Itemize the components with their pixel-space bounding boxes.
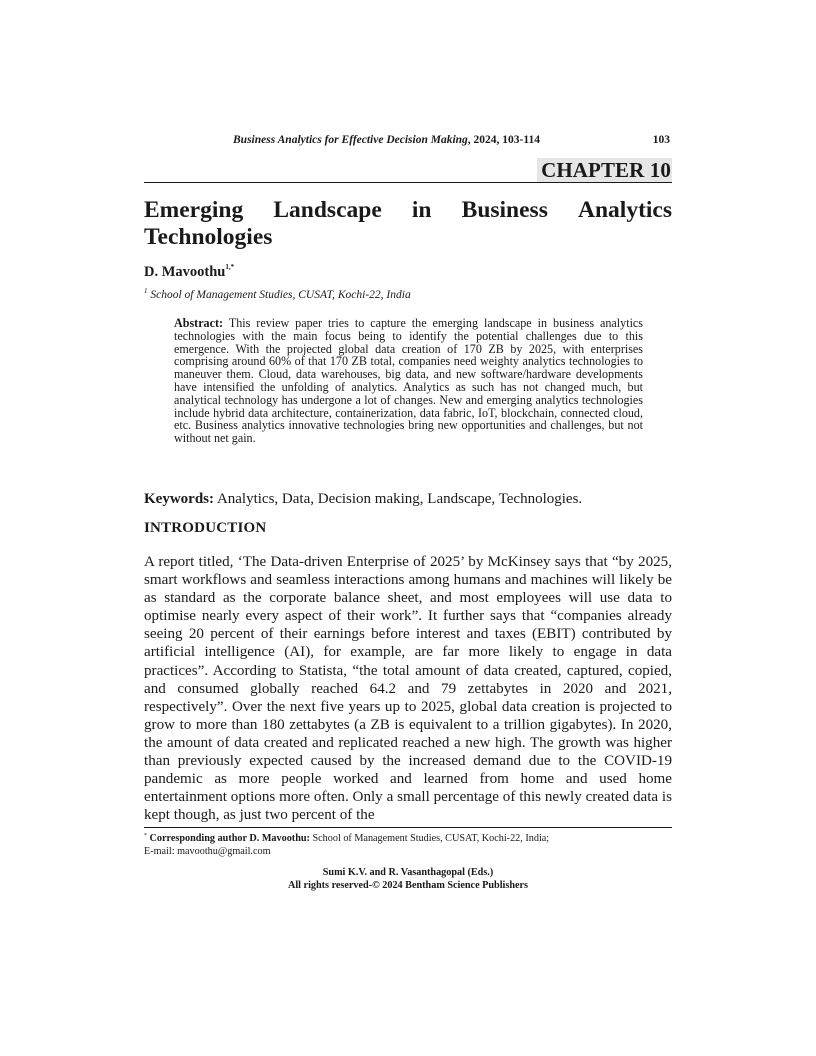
footnote-email: E-mail: mavoothu@gmail.com: [144, 845, 271, 857]
journal-year-pages: , 2024, 103-114: [467, 134, 540, 146]
abstract-label: Abstract:: [174, 316, 224, 330]
editors-line: Sumi K.V. and R. Vasanthagopal (Eds.): [322, 867, 494, 878]
header-rule: [144, 182, 672, 183]
abstract-text: This review paper tries to capture the emerging landscape in business analytics technologies with the main focus being to identify the potential challenges due to this emergence. With the projected global data creation of 170 ZB by 2025, with enterprises comprising around 60% of that 170 ZB total, companies need weighty analytics technologies to maneuver them. Cloud, data warehouses, big data, and new software/hardware developments have intensified the unfolding of analytics. Analytics as such has not changed much, but analytical technology has undergone a lot of changes. New and emerging analytics technologies include hybrid data architecture, containerization, data fabric, IoT, blockchain, connected cloud, etc. Business analytics innovative technologies bring new opportunities and challenges, but not without net gain.: [174, 316, 643, 446]
affiliation: [144, 287, 411, 301]
author-name: D. Mavoothu: [144, 264, 226, 280]
footnote-text: School of Management Studies, CUSAT, Kochi-22, India;: [309, 833, 550, 844]
keywords-text: Analytics, Data, Decision making, Landscape, Technologies.: [216, 491, 583, 507]
footnote-label: Corresponding author D. Mavoothu:: [149, 833, 310, 844]
title-word: Emerging: [144, 197, 244, 223]
affiliation-mark: 1: [144, 287, 148, 295]
author-marks: 1,*: [225, 263, 235, 271]
chapter-label: CHAPTER 10: [537, 158, 672, 182]
editors-block: [144, 867, 672, 892]
chapter-row: [144, 158, 672, 182]
title-word: Landscape: [273, 197, 382, 223]
title-line-2: Technologies: [144, 224, 273, 250]
title-word: Analytics: [578, 197, 672, 223]
author: [144, 263, 234, 281]
keywords: [144, 490, 672, 508]
title-line-1: [144, 197, 672, 224]
journal-citation: [233, 133, 540, 147]
footnote-mark: *: [144, 833, 147, 839]
section-heading: INTRODUCTION: [144, 520, 267, 536]
journal-title: Business Analytics for Effective Decision Making: [233, 134, 468, 146]
page-number: 103: [652, 134, 670, 146]
affiliation-text: School of Management Studies, CUSAT, Kochi-22, India: [150, 289, 411, 301]
footnote-rule: [144, 827, 672, 828]
chapter-title: [144, 197, 672, 251]
keywords-label: Keywords:: [144, 491, 214, 507]
body-paragraph: A report titled, ‘The Data-driven Enterprise of 2025’ by McKinsey says that “by 2025, smart workflows and seamless interactions among humans and machines will likely be as standard as the corporate balance sheet, and most employees will use data to optimise nearly every aspect of their work”. It further says that “companies already seeing 20 percent of their earnings before interest and taxes (EBIT) contributed by artificial intelligence (AI), for example, are far more likely to engage in data practices”. According to Statista, “the total amount of data created, captured, copied, and consumed globally reached 64.2 and 79 zettabytes in 2020 and 2021, respectively”. Over the next five years up to 2025, global data creation is projected to grow to more than 180 zettabytes (a ZB is equivalent to a trillion gigabytes). In 2020, the amount of data created and replicated reached a new high. The growth was higher than previously expected caused by the increased demand due to the COVID-19 pandemic as more people worked and learned from home and used home entertainment options more often. Only a small percentage of this newly created data is kept though, as just two percent of the: [144, 554, 672, 824]
copyright-line: All rights reserved-© 2024 Bentham Science Publishers: [287, 879, 529, 891]
title-word: in: [411, 197, 432, 223]
footnote-line-1: [144, 830, 672, 846]
title-word: Business: [461, 197, 548, 223]
footnote: [144, 830, 672, 858]
abstract: [174, 317, 643, 445]
